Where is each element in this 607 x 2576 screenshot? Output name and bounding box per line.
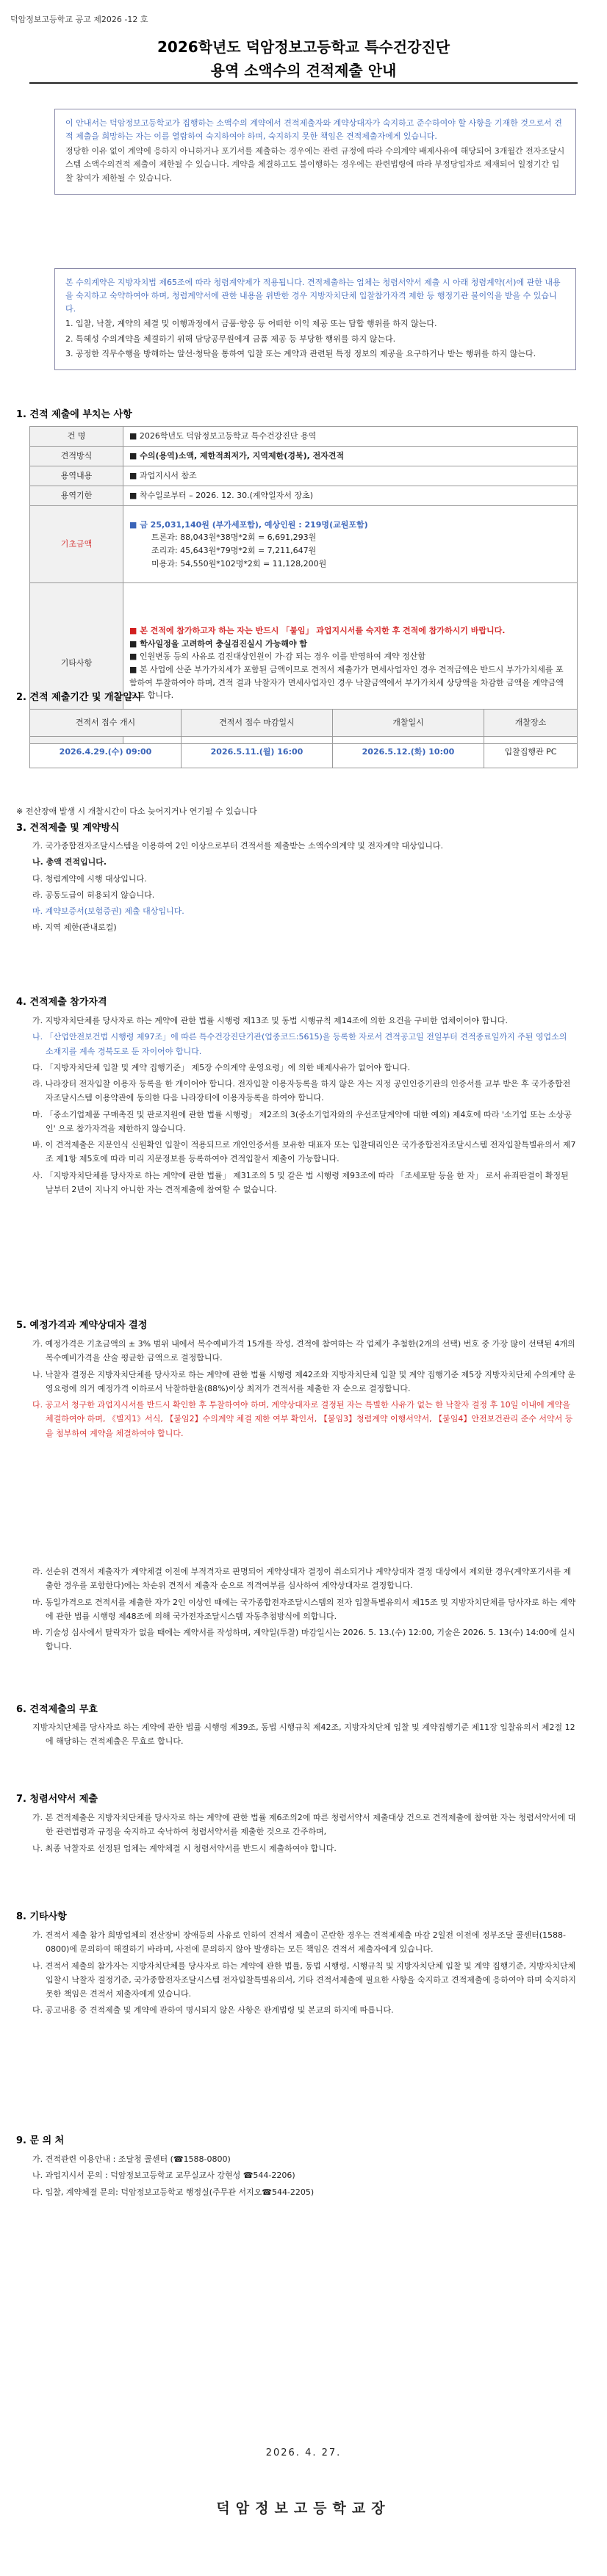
row-value: ■ 과업지시서 참조 [123, 466, 578, 486]
table-row [30, 710, 578, 737]
price-line: ■ 금 25,031,140원 (부가세포함), 예상인원 : 219명(교원포함) [129, 519, 368, 530]
section-6-body [32, 1720, 576, 1751]
section-4-heading: 4. 견적제출 참가자격 [16, 997, 107, 1008]
integrity-paragraph: 본 수의계약은 지방자치법 제65조에 따라 청렴계약제가 적용됩니다. 견적제출하는 업체는 청렴서약서 제출 시 아래 청렴계약(서)에 관한 내용을 숙지하고 숙약하여야 하며, 청렴계약서에 관한 내용을 위반한 경우 지방자치단체 입찰참가자격 제한 등 행정기관 불이익을 받을 수 있습니다. [65, 278, 561, 314]
section-8-body [32, 1928, 576, 2020]
table-row [30, 427, 578, 447]
school-principal-signature: 덕암정보고등학교장 [216, 2500, 391, 2517]
section-item: 가. 견적서 제출 참가 희망업체의 전산장비 장애등의 사유로 인하여 견적서 제출이 곤란한 경우는 견적제제출 마감 2일전 이전에 정부조달 콜센터(1588-0800)에 문의하여 해결하기 바라며, 사전에 문의하지 않아 발생하는 모든 책임은 견적서 제출자에게 있습니다. [32, 1930, 566, 1955]
pledge-item: 1. 입찰, 낙찰, 계약의 체결 및 이행과정에서 금품·향응 등 어떠한 이익 제공 또는 담합 행위를 하지 않는다. [65, 319, 437, 329]
section-item: 가. 국가종합전자조달시스템을 이용하여 2인 이상으로부터 견적서를 제출받는 소액수의계약 및 전자계약 대상입니다. [32, 841, 444, 851]
row-label: 견적방식 [30, 447, 123, 466]
section-5-body-b [32, 1565, 576, 1656]
section-item: 나. 견적서 제출의 참가자는 지방자치단체를 당사자로 하는 계약에 관한 법률, 동법 시행령, 시행규칙 및 지방자치단체 입찰 및 계약 집행기준, 지방자치단체 입찰시 낙찰자 결정기준, 국가종합전자조달시스템 전자입찰특별유의서, 기타 견적서제출에 필요한 사항을 숙지하고 견적제출에 응하여야 하며 숙지하지 못한 책임은 견적서 제출자에게 있습니다. [32, 1960, 576, 1999]
title-divider [29, 82, 578, 84]
section-item: 다. 공고서 청구한 과업지시서를 반드시 확인한 후 투찰하여야 하며, 계약상대자로 결정된 자는 특별한 사유가 없는 한 낙찰자 결정 후 10일 이내에 계약을 체결하여야 하며, 《별지1》서식, 【붙임2】수의계약 체결 제한 여부 확인서, 【붙임3】청렴계약 이행서약서, 【붙임4】안전보건관리 준수 서약서 등을 첨부하여 계약을 체결하여야 합니다. [32, 1400, 573, 1438]
title-line-1: 2026학년도 덕암정보고등학교 특수건강진단 [157, 38, 450, 56]
other-line: ■ 본 견적에 참가하고자 하는 자는 반드시 「붙임」 과업지시서를 숙지한 후 견적에 참가하시기 바랍니다. [129, 626, 506, 636]
section-item: 가. 예정가격은 기초금액의 ± 3% 범위 내에서 복수예비가격 15개를 작성, 견적에 참여하는 각 업체가 추첨한(2개의 선택) 번호 중 가장 많이 선택된 4개의 복수예비가격을 산술 평균한 금액으로 결정합니다. [32, 1339, 575, 1363]
section-9-heading: 9. 문 의 처 [16, 2135, 65, 2146]
contact-item: 다. 입찰, 계약체결 문의: 덕암정보고등학교 행정실(주무관 서지오☎544-2205) [32, 2187, 315, 2197]
contact-item: 가. 견적관련 이용안내 : 조달청 콜센터 (☎1588-0800) [32, 2154, 231, 2164]
notice-date: 2026. 4. 27. [265, 2447, 342, 2458]
section-8-heading: 8. 기타사항 [16, 1911, 67, 1922]
schedule-header: 견적서 접수 마감일시 [181, 710, 332, 737]
section-item: 바. 지역 제한(관내로컬) [32, 923, 117, 933]
price-line: 미용과: 54,550원*102명*2회 = 11,128,200원 [151, 558, 327, 569]
schedule-value: 2026.5.11.(월) 16:00 [181, 737, 332, 768]
other-label: 기타사항 [30, 583, 123, 744]
section-item: 라. 공동도급이 허용되지 않습니다. [32, 890, 155, 900]
section-item: 가. 지방자치단체를 당사자로 하는 계약에 관한 법률 시행령 제13조 및 동법 시행규칙 제14조에 의한 요건을 구비한 업체이어야 합니다. [32, 1016, 508, 1025]
schedule-header: 개찰장소 [484, 710, 577, 737]
section-item: 다. 「지방자치단체 입찰 및 계약 집행기준」 제5장 수의계약 운영요령」에 의한 배제사유가 없어야 합니다. [32, 1062, 410, 1072]
row-value: ■ 착수일로부터 – 2026. 12. 30.(계약일자서 장초) [123, 486, 578, 506]
section-7-heading: 7. 청렴서약서 제출 [16, 1794, 98, 1805]
section-3-body [32, 839, 576, 937]
pledge-item: 3. 공정한 직무수행을 방해하는 알선·청탁을 통하여 입찰 또는 계약과 관련된 특정 정보의 제공을 요구하거나 받는 행위를 하지 않는다. [65, 348, 536, 358]
integrity-box [54, 268, 576, 370]
section-item: 라. 나라장터 전자입찰 이용자 등록을 한 개이어야 합니다. 전자입찰 이용자등록을 하지 않은 자는 지정 공인인증기관의 인증서를 교부 받은 후 국가종합전자조달시스템 이용약관에 동의한 다음 나라장터에 이용자등록을 하여야 합니다. [32, 1079, 571, 1103]
schedule-value: 2026.4.29.(수) 09:00 [30, 737, 182, 768]
section-2-heading: 2. 견적 제출기간 및 개찰일시 [16, 692, 142, 703]
section-5-heading: 5. 예정가격과 계약상대자 결정 [16, 1320, 148, 1331]
row-label: 용역기한 [30, 486, 123, 506]
table-row [30, 486, 578, 506]
schedule-header: 견적서 접수 개시 [30, 710, 182, 737]
schedule-value: 입찰집행관 PC [484, 737, 577, 768]
row-label: 용역내용 [30, 466, 123, 486]
schedule-value: 2026.5.12.(화) 10:00 [332, 737, 484, 768]
section-item: 지방자치단체를 당사자로 하는 계약에 관한 법률 시행령 제39조, 동법 시행규칙 제42조, 지방자치단체 입찰 및 계약집행기준 제11장 입찰유의서 제2절 12 에 해당하는 견적제출은 무효로 합니다. [32, 1722, 575, 1747]
row-label: 건 명 [30, 427, 123, 447]
section-5-body-a [32, 1337, 576, 1443]
section-item: 바. 이 견적제출은 지문인식 신원확인 입찰이 적용되므로 개인인증서를 보유한 대표자 또는 입찰대리인은 국가종합전자조달시스템 전자입찰특별유의서 제7조 제1항 제5호에 따라 미리 지문정보를 등록하여야 견적입찰서 제출이 가능합니다. [32, 1140, 576, 1164]
section-item: 마. 동일가격으로 견적서를 제출한 자가 2인 이상인 때에는 국가종합전자조달시스템의 전자 입찰특별유의서 제15조 및 지방자치단체를 당사자로 하는 계약에 관한 법률 시행령 제48조에 의해 국가전자조달시스템 자동추첨방식에 의합니다. [32, 1597, 576, 1621]
section-9-body [32, 2152, 576, 2201]
section-item: 나. 낙찰자 결정은 지방자치단체를 당사자로 하는 계약에 관한 법률 시행령 제42조와 지방자치단체 입찰 및 계약 집행기준 제5장 지방자치단체 수의계약 운영요령에 의거 예정가격 이하로서 낙찰하한율(88%)이상 최저가 견적서를 제출한 자 순으로 결정합니다. [32, 1369, 576, 1393]
price-line: 조리과: 45,643원*79명*2회 = 7,211,647원 [151, 546, 317, 555]
row-value: ■ 2026학년도 덕암정보고등학교 특수건강진단 용역 [123, 427, 578, 447]
table-row [30, 447, 578, 466]
section-item: 가. 본 견적제출은 지방자치단체를 당사자로 하는 계약에 관한 법률 제6조의2에 따른 청렴서약서 제출대상 건으로 견적제출에 참여한 자는 청렴서약서에 대한 관련법령과 규정을 숙지하고 숙낙하여 청렴서약서를 제출한 것으로 간주하며, [32, 1813, 576, 1837]
outage-note: ※ 전산장애 발생 시 개찰시간이 다소 늦어지거나 연기될 수 있습니다 [16, 807, 257, 816]
section-6-heading: 6. 견적제출의 무효 [16, 1704, 98, 1715]
other-line: ■ 학사일정을 고려하여 충실검진실시 가능해야 함 [129, 638, 308, 649]
section-item: 사. 「지방자치단체를 당사자로 하는 계약에 관한 법률」 제31조의 5 및 같은 법 시행령 제93조에 따라 「조세포탈 등을 한 자」 로서 유죄판결이 확정된 날부터 2년이 지나지 아니한 자는 견적제출에 참여할 수 없습니다. [32, 1170, 569, 1194]
notice-number: 덕암정보고등학교 공고 제2026 -12 호 [10, 15, 148, 24]
table-row [30, 737, 578, 768]
section-item: 다. 공고내용 중 견적제출 및 계약에 관하여 명시되지 않은 사항은 관계법령 및 본교의 하지에 따릅니다. [32, 2005, 394, 2016]
intro-paragraph: 정당한 이유 없이 계약에 응하지 아니하거나 포기서를 제출하는 경우에는 관련 규정에 따라 수의계약 배제사유에 해당되어 3개월간 전자조달시스템 소액수의견적 제출이 제한될 수 있습니다. 계약을 체결하고도 불이행하는 경우에는 관련법령에 따라 부정당업자로 제재되어 일정기간 입찰 참여가 제한될 수 있습니다. [65, 146, 565, 183]
pledge-item: 2. 특혜성 수의계약을 체결하기 위해 담당공무원에게 금품 제공 등 부당한 행위를 하지 않는다. [65, 333, 396, 344]
intro-box [54, 109, 576, 195]
section-item: 마. 계약보증서(보험증권) 제출 대상입니다. [32, 906, 184, 916]
contact-item: 나. 과업지시서 문의 : 덕암정보고등학교 교무실교사 강현성 ☎544-2206) [32, 2171, 295, 2181]
section-item: 나. 「산업안전보건법 시행령 제97조」에 따른 특수건강진단기관(업종코드:5615)을 등록한 자로서 견적공고일 전일부터 견적종료일까지 주된 영업소의 소재지를 계속 경북도로 둔 자이어야 합니다. [32, 1032, 567, 1056]
section-4-body [32, 1014, 576, 1199]
section-7-body [32, 1811, 576, 1858]
section-item: 다. 청렴계약에 시행 대상입니다. [32, 873, 147, 884]
schedule-table [29, 709, 578, 768]
table-row [30, 466, 578, 486]
schedule-header: 개찰일시 [332, 710, 484, 737]
section-3-heading: 3. 견적제출 및 계약방식 [16, 823, 120, 834]
section-item: 나. 최종 낙찰자로 선정된 업체는 계약체결 시 청렴서약서를 반드시 제출하여야 합니다. [32, 1843, 337, 1853]
section-item: 라. 선순위 견적서 제출자가 계약체결 이전에 부적격자로 판명되어 계약상대자 결정이 취소되거나 계약상대자 결정 대상에서 제외한 경우(계약포기서를 제출한 경우를 포함한다)에는 차순위 견적서 제출자 순으로 적격여부를 심사하여 계약상대자로 결정합니다. [32, 1567, 572, 1591]
row-value: ■ 수의(용역)소액, 제한적최저가, 지역제한(경북), 전자견적 [123, 447, 578, 466]
intro-paragraph: 이 안내서는 덕암정보고등학교가 집행하는 소액수의 계약에서 견적제출자와 계약상대자가 숙지하고 준수하여야 할 사항을 기재한 것으로서 견적 제출을 희망하는 자는 이를 열람하여 숙지하여야 하며, 숙지하지 못한 책임은 견적제출자에게 있습니다. [65, 118, 562, 142]
price-line: 트론과: 88,043원*38명*2회 = 6,691,293원 [151, 533, 317, 543]
other-line: ■ 본 사업에 산준 부가가치세가 포함된 금액이므로 견적서 제출가가 면세사업자인 경우 견적금액은 반드시 부가가치세를 포함하여 투찰하여야 하며, 견적 결과 낙찰자가 면세사업자인 경우 낙찰금액에서 부가가치세 상당액을 차감한 금액을 계약금액으로 합니다. [129, 665, 564, 701]
section-item: 나. 총액 견적입니다. [32, 857, 107, 867]
section-item: 마. 「중소기업제품 구매촉진 및 판로지원에 관한 법률 시행령」 제2조의 3(중소기업자와의 우선조달계약에 대한 예외) 제4호에 따라 '소기업 또는 소상공인' 으로 참가자격을 제한하지 않습니다. [32, 1109, 572, 1133]
other-line: ■ 인원변동 등의 사유로 검진대상인원이 가·감 되는 경우 이를 반영하여 계약 정산함 [129, 652, 426, 662]
section-1-heading: 1. 견적 제출에 부치는 사항 [16, 409, 132, 420]
section-item: 바. 기술성 심사에서 탈락자가 없을 때에는 계약서를 작성하며, 계약일(투찰) 마감일시는 2026. 5. 13.(수) 12:00, 기술은 2026. 5. 13(수) 14:00에 실시합니다. [32, 1628, 575, 1652]
table-row [30, 506, 578, 583]
title-line-2: 용역 소액수의 견적제출 안내 [210, 62, 397, 79]
price-cell [123, 506, 578, 583]
price-label: 기초금액 [30, 506, 123, 583]
